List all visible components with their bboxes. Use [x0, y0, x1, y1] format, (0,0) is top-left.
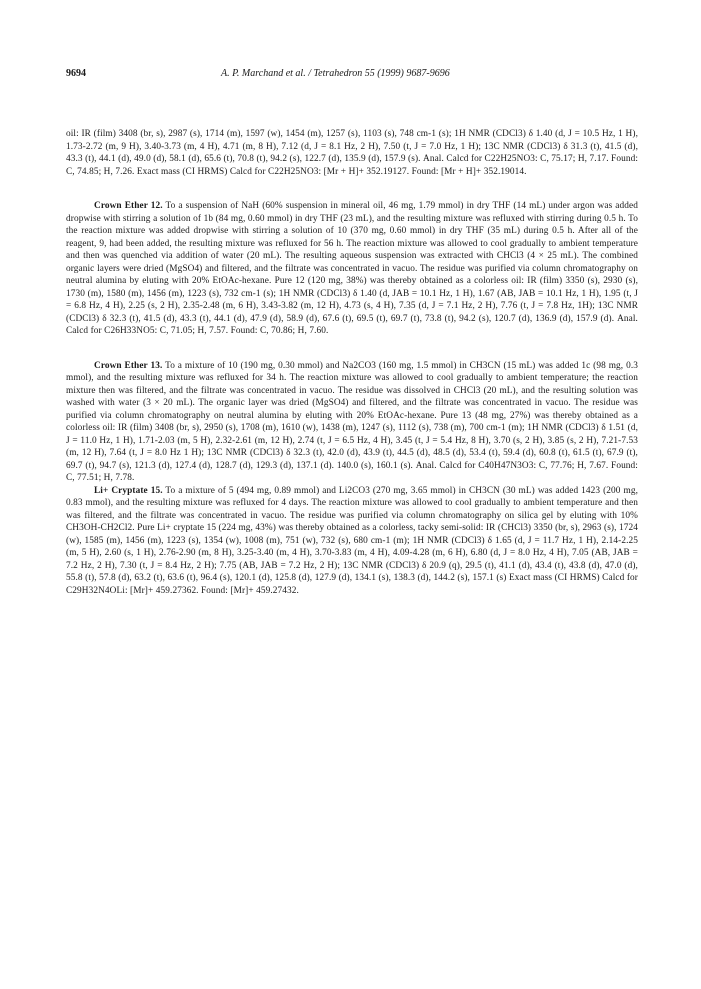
page-number: 9694: [66, 68, 86, 79]
paragraph-crown-ether-12: [66, 200, 638, 338]
paragraph-text: To a mixture of 10 (190 mg, 0.30 mmol) and Na2CO3 (160 mg, 1.5 mmol) in CH3CN (15 mL) was added 1c (98 mg, 0.3 mmol), and the resulting mixture was refluxed for 34 h. The reaction mixture was allowed to cool gradually to ambient temperature; the reaction mixture then was filtered, and the filtrate was concentrated in vacuo. The residue was dissolved in CHCl3 (20 mL), and the resulting solution was washed with water (3 × 20 mL). The organic layer was dried (MgSO4) and filtered, and the filtrate was concentrated in vacuo. The residue was purified via column chromatography on neutral alumina by eluting with 20% EtOAc-hexane. Pure 13 (48 mg, 27%) was thereby obtained as a colorless oil: IR (film) 3408 (br, s), 2950 (s), 1708 (m), 1610 (w), 1438 (m), 1247 (s), 1112 (s), 738 (m), 700 cm-1 (m); 1H NMR (CDCl3) δ 1.51 (d, J = 11.0 Hz, 1 H), 1.71-2.03 (m, 5 H), 2.32-2.61 (m, 12 H), 2.74 (t, J = 6.5 Hz, 4 H), 3.45 (t, J = 5.4 Hz, 8 H), 3.70 (s, 2 H), 3.85 (s, 2 H), 7.21-7.53 (m, 12 H), 7.64 (t, J = 8.0 Hz 1 H); 13C NMR (CDCl3) δ 32.3 (t), 42.0 (d), 43.9 (t), 44.5 (d), 48.5 (d), 53.4 (t), 59.4 (d), 60.8 (t), 61.5 (t), 67.9 (t), 69.7 (t), 94.7 (s), 121.3 (d), 127.4 (d), 128.7 (d), 129.3 (d), 137.1 (d). 140.0 (s), 160.1 (s). Anal. Calcd for C40H47N3O3: C, 77.76; H, 7.67. Found: C, 77.51; H, 7.78.: [66, 360, 639, 483]
paragraph-text: To a suspension of NaH (60% suspension in mineral oil, 46 mg, 1.79 mmol) in dry THF (14 mL) under argon was added dropwise with stirring a solution of 1b (84 mg, 0.60 mmol) in dry THF (23 mL), and the resulting mixture was refluxed with stirring during 0.5 h. To the reaction mixture was added dropwise with stirring a solution of 10 (370 mg, 0.60 mmol) in dry THF (35 mL) during 0.5 h. After all of the reagent, 9, had been added, the resulting mixture was refluxed for 56 h. The reaction mixture was allowed to cool gradually to ambient temperature and then was quenched via addition of water (20 mL). The resulting aqueous suspension was extracted with CHCl3 (4 × 25 mL). The combined organic layers were dried (MgSO4) and filtered, and the filtrate was concentrated in vacuo. The residue was purified via column chromatography on neutral alumina by eluting with 20% EtOAc-hexane. Pure 12 (120 mg, 38%) was thereby obtained as a colorless oil: IR (film) 3350 (s), 2930 (s), 1730 (m), 1580 (m), 1456 (m), 1223 (s), 732 cm-1 (s); 1H NMR (CDCl3) δ 1.40 (d, JAB = 10.1 Hz, 1 H), 1.67 (AB, JAB = 10.1 Hz, 1 H), 1.95 (t, J = 6.8 Hz, 4 H), 2.25 (s, 2 H), 2.35-2.48 (m, 6 H), 3.43-3.82 (m, 12 H), 4.73 (s, 4 H), 7.35 (d, J = 7.1 Hz, 2 H), 7.76 (t, J = 7.8 Hz, 1H); 13C NMR (CDCl3) δ 32.3 (t), 41.5 (d), 43.3 (t), 44.1 (d), 47.9 (d), 58.9 (d), 67.6 (t), 69.5 (t), 69.7 (t), 73.8 (t), 94.2 (s), 120.7 (d), 136.9 (d), 157.9 (d). Anal. Calcd for C26H33NO5: C, 71.05; H, 7.57. Found: C, 70.86; H, 7.60.: [66, 201, 639, 336]
paragraph-text: To a mixture of 5 (494 mg, 0.89 mmol) and Li2CO3 (270 mg, 3.65 mmol) in CH3CN (30 mL) was added 1423 (200 mg, 0.83 mmol), and the resulting mixture was refluxed for 4 days. The reaction mixture was allowed to cool gradually to ambient temperature and then was filtered, and the filtrate was concentrated in vacuo. The residue was purified via column chromatography on silica gel by eluting with 10% CH3OH-CH2Cl2. Pure Li+ cryptate 15 (224 mg, 43%) was thereby obtained as a colorless, tacky semi-solid: IR (CHCl3) 3350 (br, s), 2963 (s), 1724 (w), 1585 (m), 1456 (m), 1223 (s), 1354 (w), 1008 (m), 751 (w), 732 (s), 680 cm-1 (m); 1H NMR (CDCl3) δ 1.65 (d, J = 11.7 Hz, 1 H), 2.14-2.25 (m, 5 H), 2.60 (s, 1 H), 2.76-2.90 (m, 8 H), 3.25-3.40 (m, 4 H), 3.70-3.83 (m, 4 H), 4.09-4.28 (m, 6 H), 6.80 (d, J = 8.0 Hz, 4 H), 7.05 (AB, JAB = 7.2 Hz, 2 H), 7.30 (t, J = 8.4 Hz, 2 H); 7.75 (AB, JAB = 7.2 Hz, 2 H); 13C NMR (CDCl3) δ 20.9 (q), 29.5 (t), 41.1 (d), 43.4 (t), 43.8 (d), 47.0 (d), 55.8 (t), 57.8 (d), 63.2 (t), 63.6 (t), 96.4 (s), 120.1 (d), 125.8 (d), 127.9 (d), 134.1 (s), 138.3 (d), 144.2 (s), 157.1 (s) Exact mass (CI HRMS) Calcd for C29H32N4OLi: [Mr]+ 459.27362. Found: [Mr]+ 459.27432.: [66, 485, 638, 596]
article-body: [66, 128, 638, 597]
compound-heading: Crown Ether 13.: [94, 360, 163, 371]
compound-heading: Li+ Cryptate 15.: [94, 485, 163, 496]
paragraph-continuation: [66, 128, 638, 178]
compound-heading: Crown Ether 12.: [94, 201, 163, 211]
paragraph-li-cryptate-15: [66, 485, 638, 598]
running-header: [66, 68, 638, 82]
paragraph-text: oil: IR (film) 3408 (br, s), 2987 (s), 1714 (m), 1597 (w), 1454 (m), 1257 (s), 1103 (s), 748 cm-1 (s); 1H NMR (CDCl3) δ 1.40 (d, J = 10.5 Hz, 1 H), 1.73-2.72 (m, 9 H), 3.40-3.73 (m, 4 H), 4.71 (m, 8 H), 7.12 (d, J = 8.1 Hz, 2 H), 7.50 (t, J = 7.0 Hz, 1 H); 13C NMR (CDCl3) δ 31.3 (t), 41.5 (d), 43.3 (t), 44.1 (d), 49.0 (d), 58.1 (d), 65.6 (t), 70.8 (t), 94.2 (s), 122.7 (d), 135.9 (d), 157.9 (s). Anal. Calcd for C22H25NO3: C, 75.17; H, 7.17. Found: C, 74.85; H, 7.26. Exact mass (CI HRMS) Calcd for C22H25NO3: [Mr + H]+ 352.19127. Found: [Mr + H]+ 352.19014.: [66, 129, 638, 177]
paragraph-crown-ether-13: [66, 360, 638, 485]
journal-citation: A. P. Marchand et al. / Tetrahedron 55 (1999) 9687-9696: [221, 68, 450, 79]
